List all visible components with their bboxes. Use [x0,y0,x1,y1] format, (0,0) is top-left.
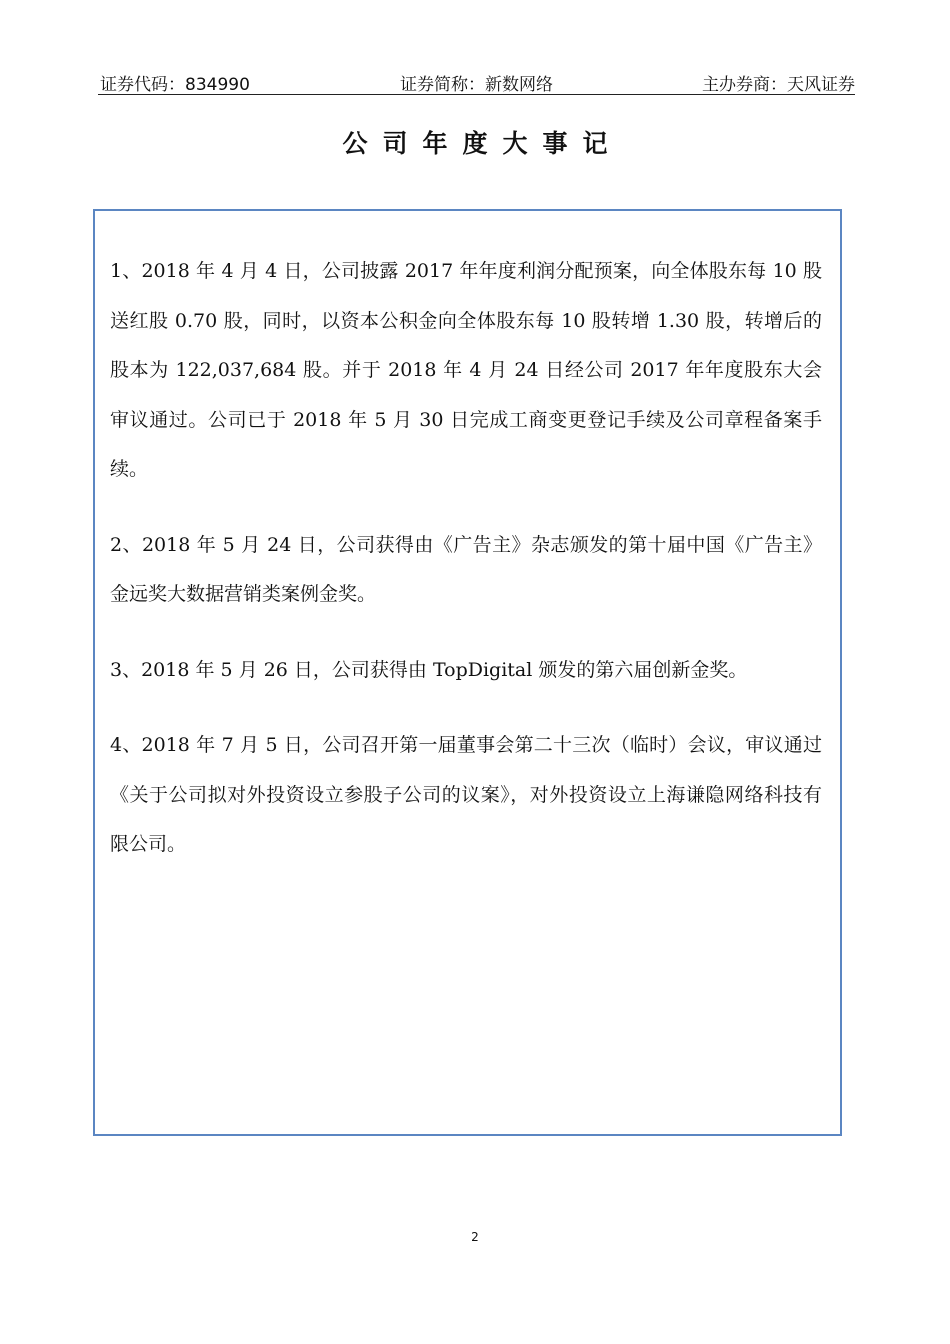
event-item-3: 3、2018 年 5 月 26 日，公司获得由 TopDigital 颁发的第六届创新金奖。 [110,658,748,681]
page-title: 公司年度大事记 [342,129,623,158]
event-item-2: 2、2018 年 5 月 24 日，公司获得由《广告主》杂志颁发的第十届中国《广告主》金远奖大数据营销类案例金奖。 [110,533,822,605]
events-list [110,247,822,896]
stock-code: 证券代码：834990 [100,75,250,95]
events-frame [93,209,842,1136]
event-item-4: 4、2018 年 7 月 5 日，公司召开第一届董事会第二十三次（临时）会议，审议通过《关于公司拟对外投资设立参股子公司的议案》，对外投资设立上海谦隐网络科技有限公司。 [110,734,822,855]
event-item-1: 1、2018 年 4 月 4 日，公司披露 2017 年年度利润分配预案，向全体股东每 10 股送红股 0.70 股，同时，以资本公积金向全体股东每 10 股转增 1.30 股，转增后的股本为 122,037,684 股。并于 2018 年 4 月 24 日经公司 2017 年年度股东大会审议通过。公司已于 2018 年 5 月 30 日完成工商变更登记手续及公司章程备案手续。 [110,260,822,480]
stock-name: 证券简称：新数网络 [400,75,553,95]
page-number: 2 [471,1230,479,1244]
page-header [98,68,855,95]
sponsor-broker: 主办券商：天风证券 [702,75,855,95]
